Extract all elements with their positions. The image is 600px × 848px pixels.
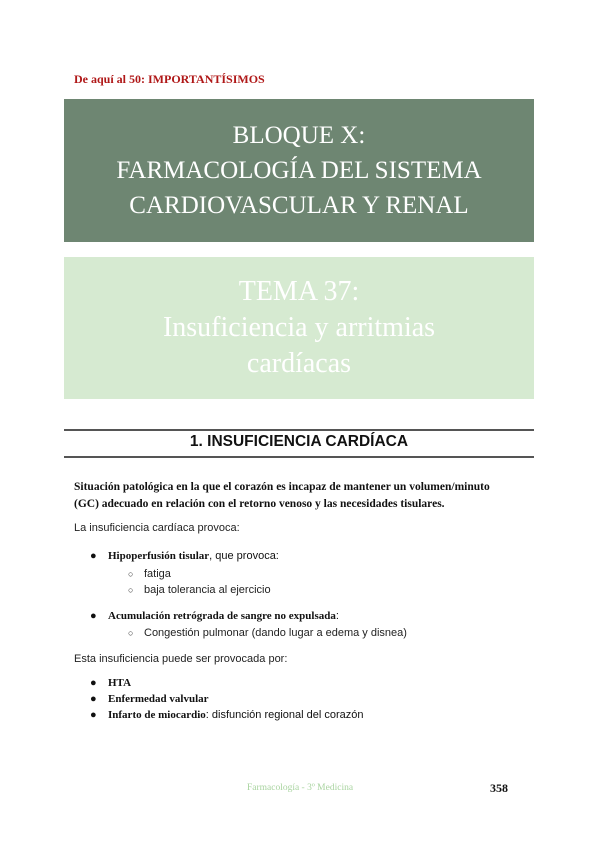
list-item-text: , que provoca: <box>209 550 279 562</box>
bloque-line: FARMACOLOGÍA DEL SISTEMA <box>116 157 482 184</box>
bloque-line: BLOQUE X: <box>232 122 366 149</box>
intro-paragraph: La insuficiencia cardíaca provoca: <box>74 522 240 534</box>
bloque-header <box>64 99 534 242</box>
tema-line: cardíacas <box>246 348 352 379</box>
tema-line: Insuficiencia y arritmias <box>162 312 436 343</box>
bullet-icon: ● <box>90 610 97 622</box>
section-title: 1. INSUFICIENCIA CARDÍACA <box>189 433 409 450</box>
sub-list-text: baja tolerancia al ejercicio <box>144 584 271 596</box>
circle-bullet-icon: ○ <box>128 628 134 638</box>
bullet-icon: ● <box>90 677 97 689</box>
list-item-text: : disfunción regional del corazón <box>205 709 364 721</box>
sub-list-text: Congestión pulmonar (dando lugar a edema y disnea) <box>144 627 407 639</box>
page-number: 358 <box>490 781 508 795</box>
definition-line: Situación patológica en la que el corazón es incapaz de mantener un volumen/minuto <box>74 481 490 493</box>
sub-list-item <box>128 568 171 580</box>
tema-header <box>64 257 534 399</box>
list-item <box>90 610 339 622</box>
list-item-bold: Hipoperfusión tisular <box>108 550 210 562</box>
section-divider <box>64 456 534 458</box>
sub-list-item <box>128 627 407 639</box>
list-item <box>90 677 131 689</box>
sub-list-item <box>128 584 271 596</box>
list-item-bold: Enfermedad valvular <box>108 693 209 705</box>
tema-line: TEMA 37: <box>238 276 360 307</box>
list-item <box>90 709 364 721</box>
list-item <box>90 693 209 705</box>
circle-bullet-icon: ○ <box>128 585 134 595</box>
list-item-bold: Infarto de miocardio <box>108 709 206 721</box>
list-item-text: : <box>335 610 339 622</box>
bullet-icon: ● <box>90 693 97 705</box>
list-item-bold: HTA <box>108 677 132 689</box>
list-item <box>90 550 279 562</box>
list-item-bold: Acumulación retrógrada de sangre no expulsada <box>108 610 336 622</box>
section-divider <box>64 429 534 431</box>
circle-bullet-icon: ○ <box>128 569 134 579</box>
definition-paragraph <box>74 479 524 513</box>
sub-list-text: fatiga <box>144 568 171 580</box>
bullet-icon: ● <box>90 550 97 562</box>
intro-paragraph: Esta insuficiencia puede ser provocada por: <box>74 653 288 665</box>
bullet-icon: ● <box>90 709 97 721</box>
definition-line: (GC) adecuado en relación con el retorno venoso y las necesidades tisulares. <box>74 498 445 510</box>
bloque-line: CARDIOVASCULAR Y RENAL <box>129 192 469 219</box>
footer-label: Farmacología - 3º Medicina <box>246 783 354 793</box>
important-note: De aquí al 50: IMPORTANTÍSIMOS <box>74 72 265 86</box>
